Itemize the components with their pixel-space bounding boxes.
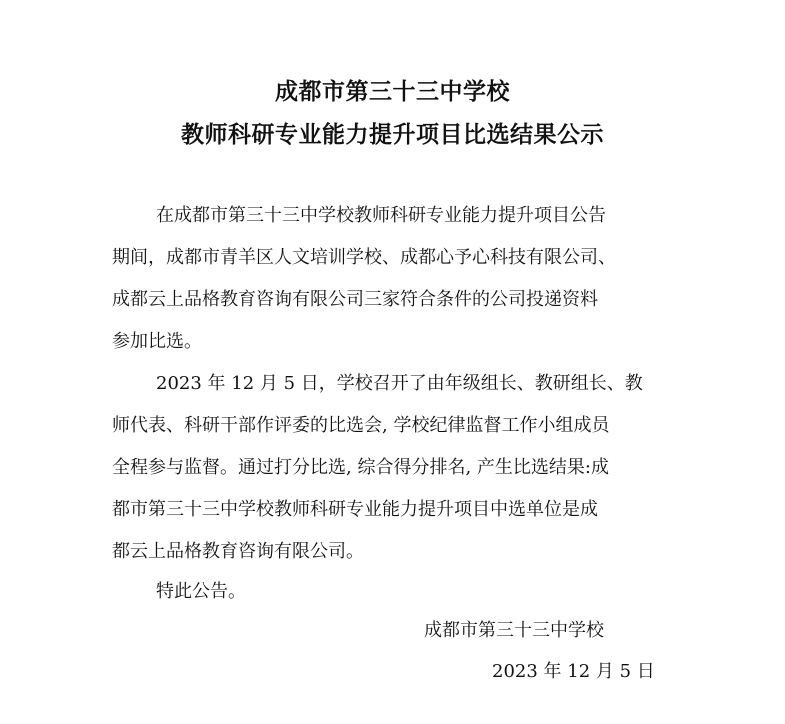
paragraph-line: 2023 年 12 月 5 日，学校召开了由年级组长、教研组长、教 xyxy=(156,373,643,394)
paragraph-line: 在成都市第三十三中学校教师科研专业能力提升项目公告 xyxy=(156,205,606,226)
paragraph-bidding-intro xyxy=(112,195,672,363)
paragraph-line: 参加比选。 xyxy=(112,331,202,352)
paragraph-line: 成都云上品格教育咨询有限公司三家符合条件的公司投递资料 xyxy=(112,289,598,310)
paragraph-line: 期间，成都市青羊区人文培训学校、成都心予心科技有限公司、 xyxy=(112,247,616,268)
signature-date: 2023 年 12 月 5 日 xyxy=(492,661,655,682)
paragraph-line: 师代表、科研干部作评委的比选会, 学校纪律监督工作小组成员 xyxy=(112,415,610,436)
closing-text: 特此公告。 xyxy=(156,581,246,602)
signature-organization: 成都市第三十三中学校 xyxy=(424,620,604,641)
paragraph-evaluation-result xyxy=(112,363,672,573)
announcement-title-line1: 成都市第三十三中学校 xyxy=(275,79,510,105)
paragraph-line: 全程参与监督。通过打分比选, 综合得分排名, 产生比选结果:成 xyxy=(112,457,609,478)
paragraph-line: 都云上品格教育咨询有限公司。 xyxy=(112,541,364,562)
paragraph-line: 都市第三十三中学校教师科研专业能力提升项目中选单位是成 xyxy=(112,499,598,520)
paragraph-closing xyxy=(112,571,672,613)
announcement-title-line2: 教师科研专业能力提升项目比选结果公示 xyxy=(181,122,604,148)
